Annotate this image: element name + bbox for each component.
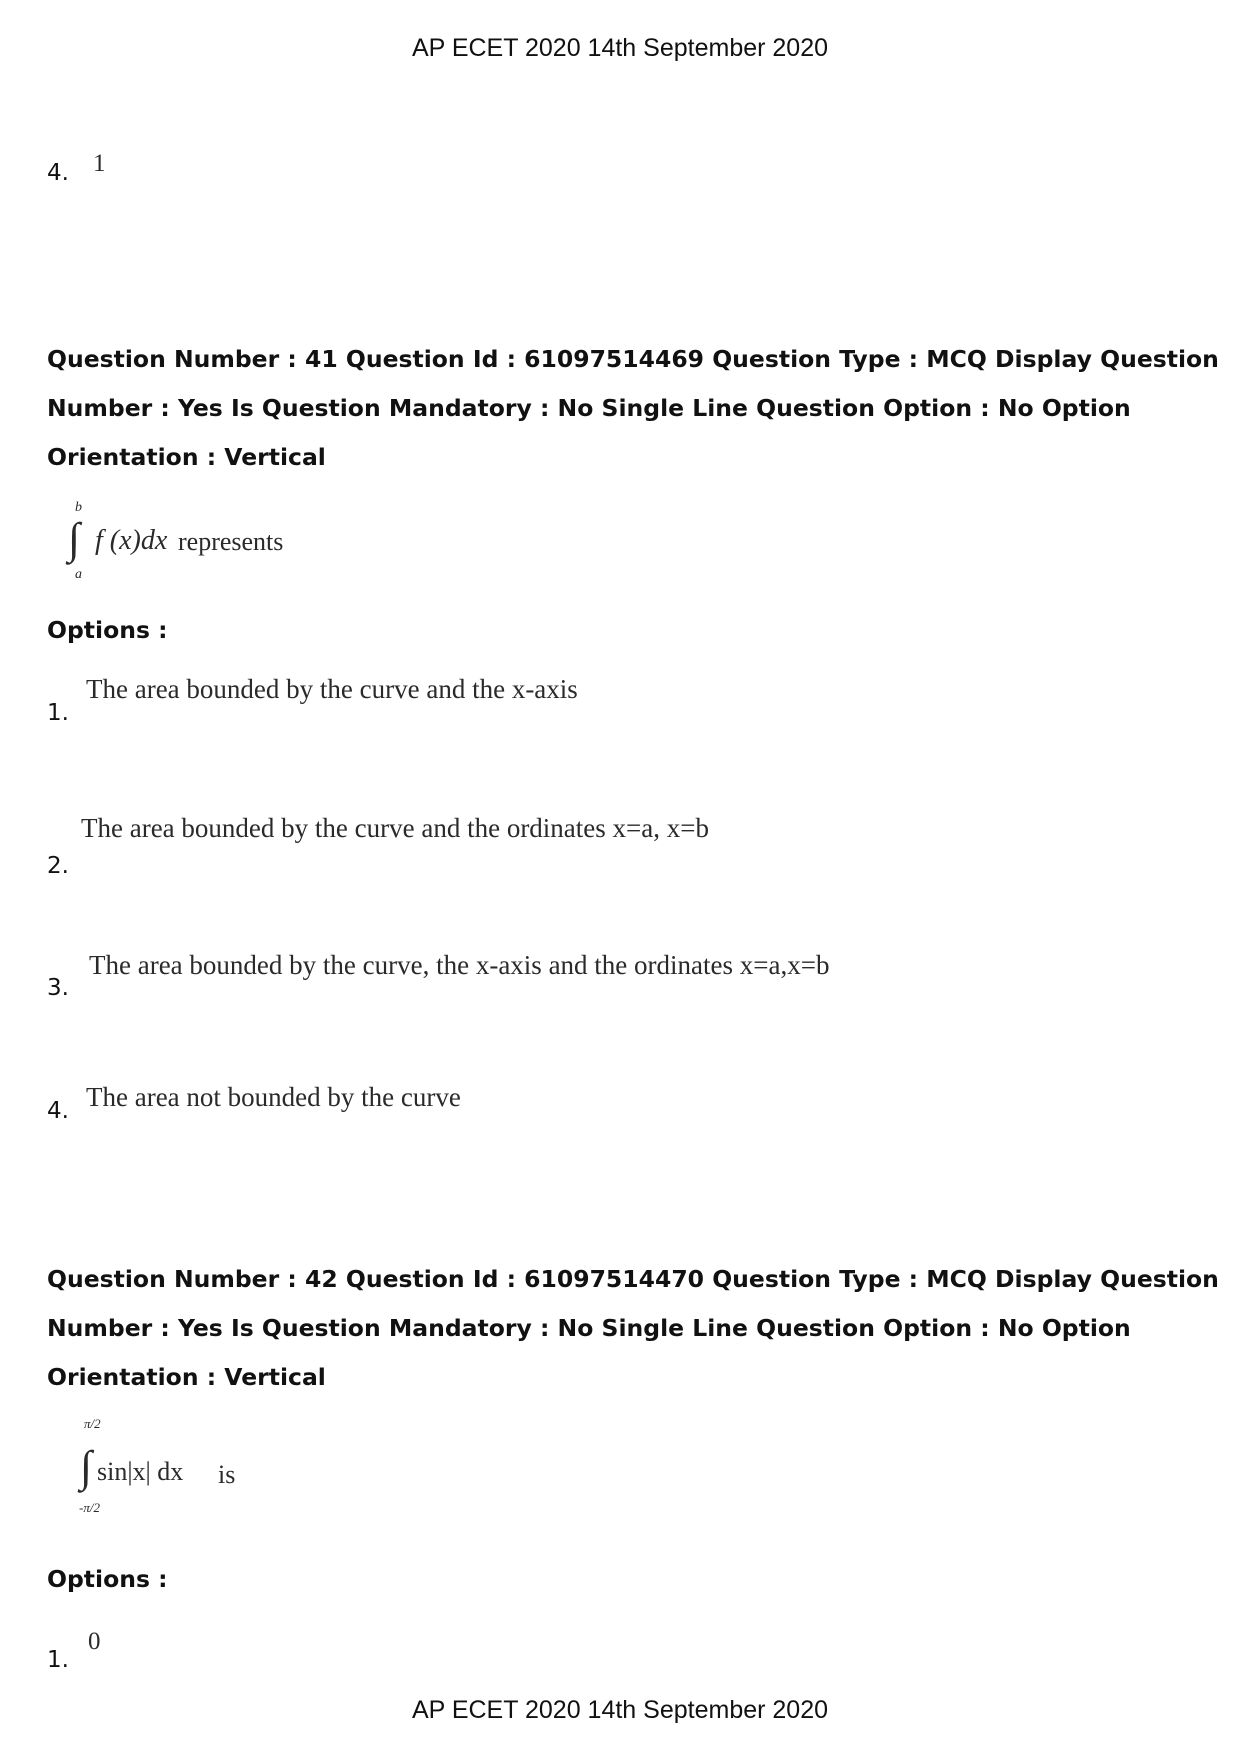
- page-header: AP ECET 2020 14th September 2020: [411, 34, 829, 62]
- question-42-header: [47, 1255, 1219, 1402]
- q41-lower-limit: a: [75, 567, 82, 582]
- q41-option-4-text: The area not bounded by the curve: [86, 1082, 461, 1112]
- q41-option-2-text: The area bounded by the curve and the ordinates x=a, x=b: [81, 813, 709, 843]
- q42-integrand: sin|x| dx: [97, 1457, 184, 1486]
- q41-option-2-number: 2.: [47, 853, 69, 879]
- integral-sign-icon: ∫: [68, 514, 81, 563]
- question-41-header-line-1: Question Number : 41 Question Id : 61097514469 Question Type : MCQ Display Question: [47, 345, 1219, 373]
- q41-option-1-text: The area bounded by the curve and the x-axis: [86, 674, 578, 704]
- q41-upper-limit: b: [75, 500, 82, 515]
- q41-options-label: Options :: [47, 616, 168, 644]
- question-41-header-line-3: Orientation : Vertical: [47, 443, 326, 471]
- question-42-header-line-3: Orientation : Vertical: [47, 1363, 326, 1391]
- q41-option-4-number: 4.: [47, 1098, 69, 1124]
- question-41-header-line-2: Number : Yes Is Question Mandatory : No Single Line Question Option : No Option: [47, 394, 1131, 422]
- prev-option-value: 1: [93, 150, 106, 177]
- question-42-header-line-1: Question Number : 42 Question Id : 61097514470 Question Type : MCQ Display Question: [47, 1265, 1219, 1293]
- q42-option-1-value: 0: [88, 1628, 101, 1655]
- question-41-header: [47, 335, 1219, 482]
- q42-lower-limit: -π/2: [79, 1500, 100, 1515]
- q42-option-1-number: 1.: [47, 1647, 69, 1673]
- q42-question-text: is: [218, 1460, 236, 1489]
- q42-upper-limit: π/2: [84, 1416, 101, 1431]
- q41-option-3-number: 3.: [47, 975, 69, 1001]
- q41-integrand: f (x)dx: [95, 525, 168, 556]
- q41-question-text: represents: [178, 527, 284, 556]
- integral-sign-icon: ∫: [80, 1442, 93, 1491]
- q41-option-3-text: The area bounded by the curve, the x-axis and the ordinates x=a,x=b: [89, 950, 830, 980]
- q41-option-1-number: 1.: [47, 700, 69, 726]
- question-42-header-line-2: Number : Yes Is Question Mandatory : No Single Line Question Option : No Option: [47, 1314, 1131, 1342]
- prev-option-number: 4.: [47, 160, 69, 186]
- q42-options-label: Options :: [47, 1565, 168, 1593]
- page-footer: AP ECET 2020 14th September 2020: [411, 1696, 829, 1724]
